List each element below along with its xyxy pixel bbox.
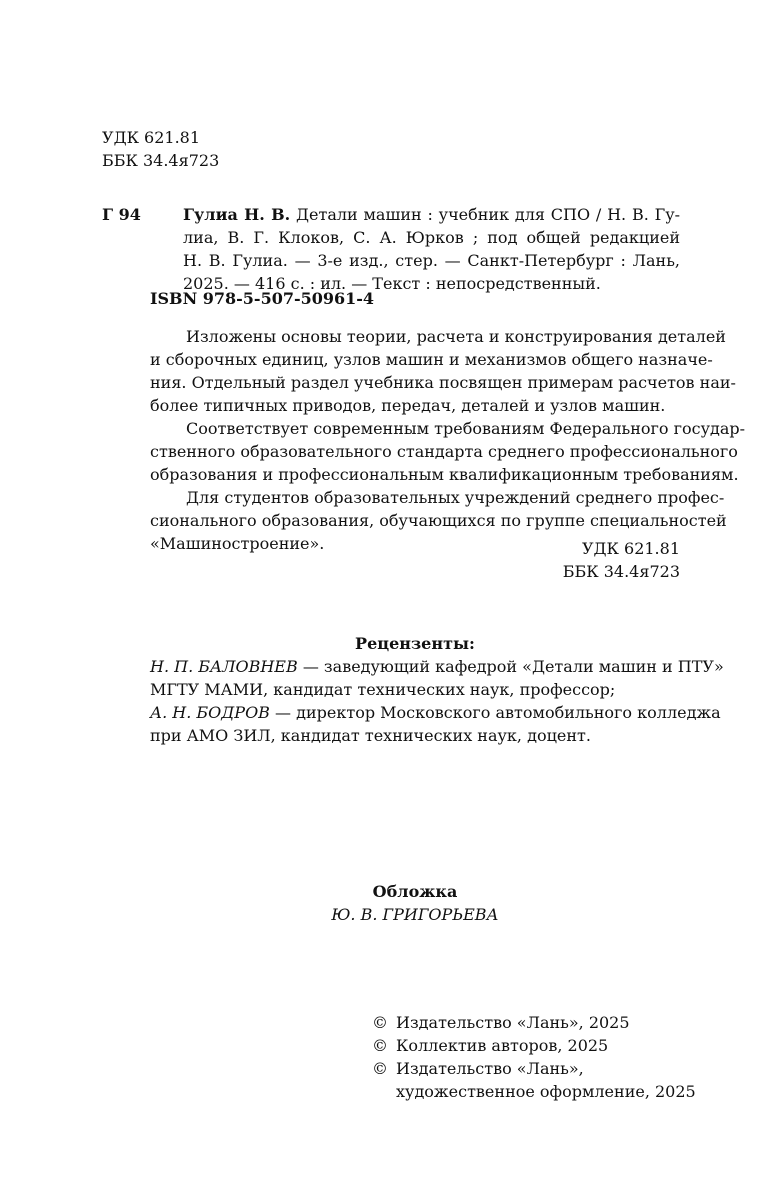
udk-code: УДК 621.81: [102, 128, 201, 147]
reviewers-heading: Рецензенты:: [355, 634, 475, 653]
copyright-icon: ©: [372, 1059, 388, 1078]
annotation-line: Соответствует современным требованиям Федерального государ-: [186, 419, 746, 438]
bbk-code: ББК 34.4я723: [102, 151, 220, 170]
annotation-line: Изложены основы теории, расчета и конструирования деталей: [186, 327, 726, 346]
reviewer-1: [150, 655, 724, 678]
copyright-text: Издательство «Лань», 2025: [396, 1013, 630, 1032]
copyright-block: [372, 1011, 696, 1103]
bbk-code-right: ББК 34.4я723: [562, 562, 680, 581]
reviewer-1-role: — заведующий кафедрой «Детали машин и ПТУ»: [297, 657, 724, 676]
reviewer-2: [150, 701, 721, 724]
annotation-line: образования и профессиональным квалификационным требованиям.: [150, 465, 739, 484]
copyright-icon: ©: [372, 1013, 388, 1032]
annotation-line: и сборочных единиц, узлов машин и механизмов общего назначе-: [150, 350, 713, 369]
author-mark: Г 94: [102, 205, 141, 224]
udk-code-right: УДК 621.81: [581, 539, 680, 558]
bib-line-2: лиа, В. Г. Клоков, С. А. Юрков ; под общей редакцией: [183, 228, 680, 247]
annotation-line: сионального образования, обучающихся по группе специальностей: [150, 511, 727, 530]
copyright-line-1: [372, 1011, 696, 1034]
reviewer-2-details: при АМО ЗИЛ, кандидат технических наук, доцент.: [150, 726, 591, 745]
annotation-line: Для студентов образовательных учреждений среднего профес-: [186, 488, 725, 507]
reviewer-1-details: МГТУ МАМИ, кандидат технических наук, профессор;: [150, 680, 616, 699]
bib-author: Гулиа Н. В.: [183, 205, 291, 224]
annotation-line: более типичных приводов, передач, деталей и узлов машин.: [150, 396, 666, 415]
bib-title: Детали машин : учебник для СПО / Н. В. Гу-: [295, 205, 681, 224]
bib-line-3: Н. В. Гулиа. — 3-е изд., стер. — Санкт-Петербург : Лань,: [183, 251, 680, 270]
cover-artist: Ю. В. ГРИГОРЬЕВА: [331, 905, 499, 924]
copyright-line-4: художественное оформление, 2025: [396, 1082, 696, 1101]
reviewers-list: [150, 655, 724, 747]
copyright-text: Издательство «Лань»,: [396, 1059, 584, 1078]
annotation-line: ния. Отдельный раздел учебника посвящен примерам расчетов наи-: [150, 373, 736, 392]
copyright-line-2: [372, 1034, 696, 1057]
bib-line-1: [183, 203, 680, 226]
annotation-line: «Машиностроение».: [150, 534, 325, 553]
bib-line-4: 2025. — 416 с. : ил. — Текст : непосредственный.: [183, 274, 601, 293]
copyright-line-3: [372, 1057, 696, 1080]
copyright-text: Коллектив авторов, 2025: [396, 1036, 609, 1055]
reviewer-2-name: А. Н. БОДРОВ: [150, 703, 270, 722]
reviewer-2-role: — директор Московского автомобильного колледжа: [269, 703, 721, 722]
annotation-line: ственного образовательного стандарта среднего профессионального: [150, 442, 738, 461]
annotation: [150, 325, 746, 555]
copyright-icon: ©: [372, 1036, 388, 1055]
reviewer-1-name: Н. П. БАЛОВНЕВ: [150, 657, 298, 676]
cover-heading: Обложка: [372, 882, 458, 901]
isbn: ISBN 978-5-507-50961-4: [150, 289, 375, 308]
bibliographic-record: [183, 203, 680, 295]
